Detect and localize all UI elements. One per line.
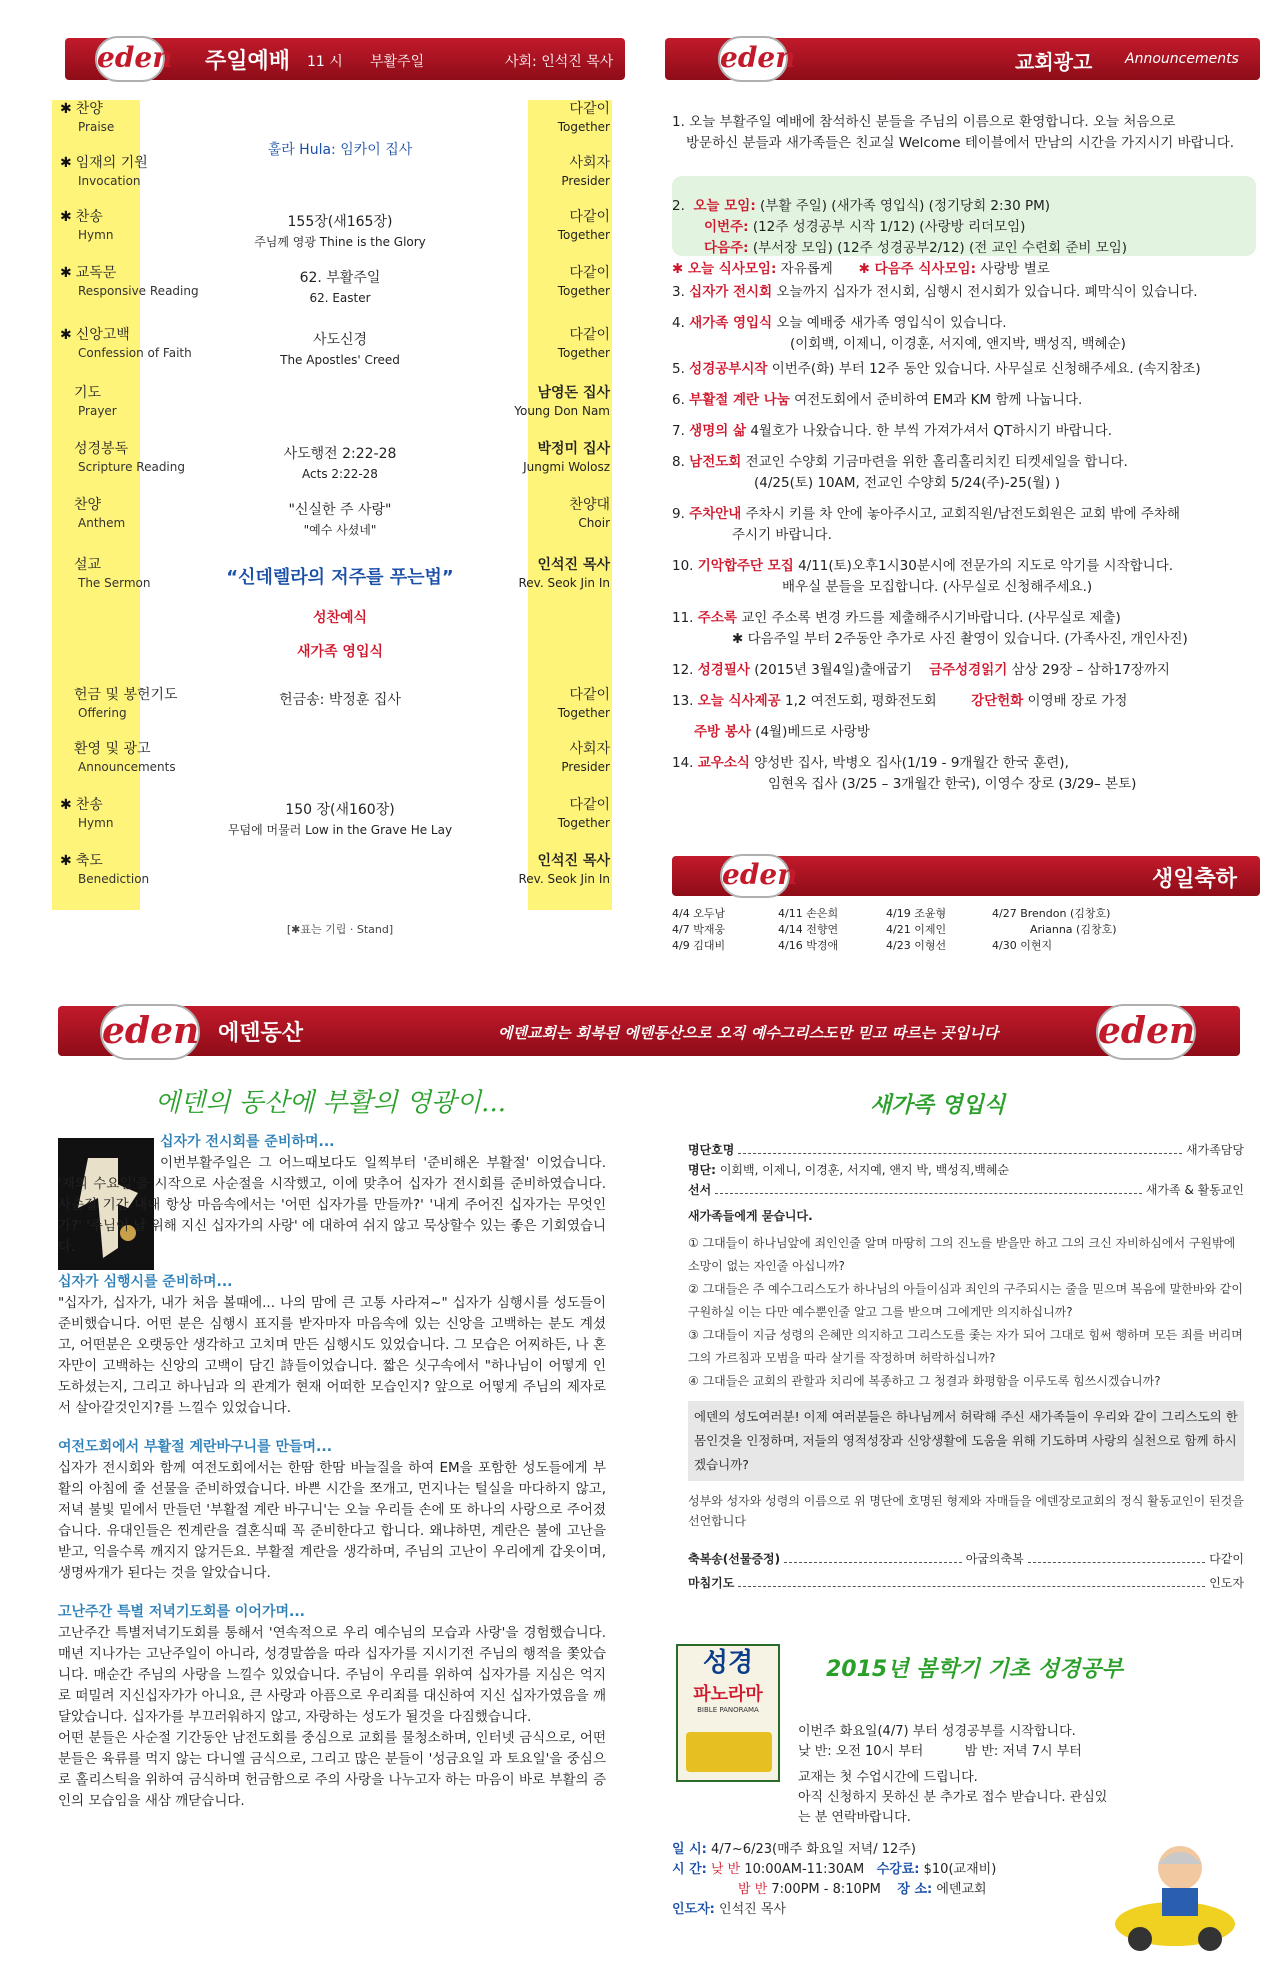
order-leader-en: Together — [557, 816, 610, 830]
announce-14-label: 교우소식 — [697, 755, 750, 771]
meal2-label: ✱ 다음주 식사모임: — [858, 261, 976, 277]
announce-rest: 3. 십자가 전시회 오늘까지 십자가 전시회, 심행시 전시회가 있습니다. 폐막식이 있습니다. 4. 새가족 영입식 오늘 예배중 새가족 영입식이 있습니다. (이회백, 이제니, 이경훈, 서지예, 앤지박, 백성직, 백혜순) 5. 성경공부시작 이번주(화) 부터 12주 동안 있습니다. 사무실로 신청해주세요. (속지참조) 6. 부활절 계란 나눔 여전도회에서 준비하여 EM과 KM 함께 나눕니다. 7. 생명의 삶 4월호가 나왔습니다. 한 부씩 가져가셔서 QT하시기 바랍니다. 8. 남전도회 전교인 수양회 기금마련을 위한 홀리홀리치킨 티켓세일을 합니다. (4/25(토) 10AM, 전교인 수양회 5/24(주)-25(월) ) 9. 주차안내 주차시 키를 차 안에 놓아주시고, 교회직원/남전도회원은 교회 밖에 주차해 주시기 바랍니다. 10. 기악합주단 모집 4/11(토)오후1시30분시에 전문가의 지도로 악기를 시작합니다. 배우실 분들을 모집합니다. (사무실로 신청해주세요.) 11. 주소록 교인 주소록 변경 카드를 제출해주시기바랍니다. (사무실로 제출) ✱ 다음주일 부터 2주동안 추가로 사진 촬영이 있습니다. (가족사진, 개인사진) 12. 성경필사 (2015년 3월4일)출애굽기 금주성경읽기 삼상 29장 – 삼하17장까지 13. 오늘 식사제공 1,2 여전도회, 평화전도회 강단헌화 이영배 장로 가정 주방 봉사 (4월)베드로 사랑방 14. 교우소식 양성반 집사, 박병오 집사(1/19 - 9개월간 한국 훈련), 임현옥 집사 (3/25 – 3개월간 한국), 이영수 장로 (3/29– 본토) — [672, 282, 1264, 795]
announce-8b: (4/25(토) 10AM, 전교인 수양회 5/24(주)-25(월) ) — [754, 475, 1060, 491]
worship-occasion: 부활주일 — [370, 54, 425, 70]
announce-9b: 주시기 바랍니다. — [732, 527, 832, 543]
birthday-entry: 4/14 전향연 — [778, 923, 839, 936]
announce-12-label: 성경필사 — [697, 662, 750, 678]
order-leader-ko: 다같이 — [569, 209, 610, 225]
bible-p3: 교재는 첫 수업시간에 드립니다. — [798, 1770, 978, 1785]
order-item-en: Prayer — [78, 404, 117, 418]
order-item-right — [490, 264, 610, 300]
this-week: (12주 성경공부 시작 1/12) (사랑방 리더모임) — [752, 219, 1026, 235]
announce-3: 오늘까지 십자가 전시회, 심행시 전시회가 있습니다. 폐막식이 있습니다. — [776, 284, 1198, 300]
order-item-en: The Sermon — [78, 576, 151, 590]
birthday-col1 — [672, 906, 772, 954]
newfam-q4: ④ 그대들은 교회의 관할과 치리에 복종하고 그 청결과 화평함을 이루도록 힘쓰시겠습니까? — [688, 1374, 1161, 1388]
order-leader-en: Together — [557, 120, 610, 134]
bible-day-label: 낮 반 — [710, 1862, 741, 1877]
birthday-entry: 4/11 손은희 — [778, 907, 839, 920]
article-s1-heading: 십자가 전시회를 준비하며... — [160, 1134, 335, 1150]
order-item-right — [490, 686, 610, 722]
today-meeting-label: 오늘 모임: — [693, 198, 756, 214]
announce-13-label: 오늘 식사제공 — [697, 693, 781, 709]
announce-4b: (이회백, 이제니, 이경훈, 서지예, 앤지박, 백성직, 백혜순) — [790, 336, 1126, 352]
announce-13c-label: 강단헌화 — [971, 693, 1024, 709]
order-item-right — [490, 496, 610, 532]
order-center-sub: Acts 2:22-28 — [302, 467, 378, 481]
order-leader-ko: 다같이 — [569, 687, 610, 703]
order-leader-ko: 다같이 — [569, 797, 610, 813]
announce-11-label: 주소록 — [697, 610, 737, 626]
order-center-main: 사도행전 2:22-28 — [283, 446, 397, 462]
birthday-entry: 4/9 김대비 — [672, 939, 726, 952]
bible-place: 에덴교회 — [936, 1882, 987, 1897]
order-leader-en: Presider — [561, 174, 610, 188]
newfam-l2: 이회백, 이제니, 이경훈, 서지예, 앤지 박, 백성직,백혜순 — [719, 1163, 1010, 1177]
order-item-left — [60, 496, 125, 532]
order-item-en: Hymn — [78, 228, 114, 242]
order-item-left — [60, 384, 117, 420]
order-item-left — [60, 740, 176, 776]
order-leader-ko: 사회자 — [569, 741, 610, 757]
newfam-l1a: 명단호명 — [688, 1143, 735, 1157]
order-item-center — [180, 800, 500, 840]
announce-4: 오늘 예배중 새가족 영입식이 있습니다. — [776, 315, 1007, 331]
order-item-left — [60, 556, 151, 592]
bible-fee-label: 수강료: — [876, 1862, 920, 1877]
announce-10: 4/11(토)오후1시30분시에 전문가의 지도로 악기를 시작합니다. — [798, 558, 1174, 574]
newfam-declaration: 성부와 성자와 성령의 이름으로 위 명단에 호명된 형제와 자매들을 에덴장로교회의 정식 활동교인이 된것을 선언합니다 — [688, 1494, 1244, 1528]
birthday-entry: 4/21 이제인 — [886, 923, 947, 936]
announce-5-label: 성경공부시작 — [689, 361, 768, 377]
order-item-center — [180, 330, 500, 370]
newfam-l5b: 인도자 — [1209, 1576, 1244, 1590]
order-center-main: 헌금송: 박정훈 집사 — [279, 692, 401, 708]
book-title2: 파노라마 — [693, 1684, 763, 1705]
article-s1: 이번부활주일은 그 어느때보다도 일찍부터 '준비해온 부활절' 이었습니다. '재의 수요일'을 시작으로 사순절을 시작했고, 이에 맞추어 십자가 전시회를 준비하였습니다. 사순절 기간 내내 항상 마음속에서는 '어떤 십자가를 만들까?' '내게 주어진 십자가는 무엇인가?' '주님이 날 위해 지신 십자가의 사랑' 에 대하여 쉬지 않고 묵상할수 있는 좋은 기회였습니다. — [58, 1155, 606, 1255]
order-center-main: 155장(새165장) — [287, 214, 393, 230]
bible-night-label: 밤 반 — [738, 1882, 768, 1897]
order-item-left — [60, 100, 114, 136]
birthday-entry: 4/4 오두남 — [672, 907, 726, 920]
announce-1-line1: 1. 오늘 부활주일 예배에 참석하신 분들을 주님의 이름으로 환영합니다. 오늘 처음으로 — [672, 114, 1176, 130]
article-body — [58, 1132, 606, 1812]
stand-star: ✱ — [60, 327, 72, 343]
newfam-l4b: 다같이 — [1209, 1552, 1244, 1566]
announce-1-line2: 방문하신 분들과 새가족들은 친교실 Welcome 테이블에서 만남의 시간을 가지시기 바랍니다. — [686, 135, 1235, 151]
meal1-label: ✱ 오늘 식사모임: — [672, 261, 777, 277]
announce-13d: (4월)베드로 사랑방 — [755, 724, 870, 740]
book-title3: BIBLE PANORAMA — [697, 1706, 759, 1714]
announce-14: 양성반 집사, 박병오 집사(1/19 - 9개월간 한국 훈련), — [754, 755, 1069, 771]
order-item-left — [60, 264, 199, 300]
order-item-right — [490, 384, 610, 420]
announce-2 — [672, 196, 1262, 280]
order-item-ko: 성경봉독 — [74, 441, 129, 457]
book-title1: 성경 — [702, 1648, 754, 1678]
order-center-sub: 무덤에 머물러 Low in the Grave He Lay — [227, 823, 453, 837]
order-item-right — [490, 440, 610, 476]
bible-p1: 이번주 화요일(4/7) 부터 성경공부를 시작합니다. — [798, 1724, 1076, 1739]
order-item-ko: 찬송 — [75, 797, 103, 813]
order-item-center — [180, 444, 500, 484]
eden-logo: eden — [95, 36, 165, 82]
order-item-right — [490, 154, 610, 190]
newfam-l1b: 새가족담당 — [1186, 1143, 1244, 1157]
order-leader-ko: 다같이 — [569, 265, 610, 281]
bible-p2a: 낮 반: 오전 10시 부터 — [798, 1744, 924, 1759]
order-center-main: "신실한 주 사랑" — [288, 502, 392, 518]
order-leader-en: Choir — [578, 516, 610, 530]
order-leader-ko: 다같이 — [569, 101, 610, 117]
order-item-ko: 환영 및 광고 — [74, 741, 151, 757]
article-s3-heading: 여전도회에서 부활절 계란바구니를 만들며... — [58, 1439, 333, 1455]
newfam-l4a: 축복송(선물증정) — [688, 1552, 781, 1566]
announce-2-num: 2. — [672, 198, 694, 214]
order-item-ko: 찬양 — [75, 101, 103, 117]
announce-10-label: 기악합주단 모집 — [697, 558, 794, 574]
sermon-sub1: 성찬예식 — [312, 610, 368, 626]
order-item-right — [490, 740, 610, 776]
next-week-label: 다음주: — [704, 240, 749, 256]
article-s4-heading: 고난주간 특별 저녁기도회를 이어가며... — [58, 1604, 305, 1620]
eden-slogan: 에덴교회는 회복된 에덴동산으로 오직 예수그리스도만 믿고 따르는 곳입니다 — [498, 1024, 999, 1042]
bible-p2b: 밤 반: 저녁 7시 부터 — [964, 1744, 1082, 1759]
announce-9-label: 주차안내 — [689, 506, 742, 522]
order-leader-en: Jungmi Wolosz — [523, 460, 610, 474]
order-item-en: Hymn — [78, 816, 114, 830]
order-leader-en: Together — [557, 228, 610, 242]
announce-1 — [672, 112, 1262, 154]
today-meeting: (부활 주일) (새가족 영입식) (정기당회 2:30 PM) — [760, 198, 1051, 214]
announce-13c: 이영배 장로 가정 — [1027, 693, 1128, 709]
order-item-ko: 설교 — [74, 557, 102, 573]
article-s5: 어떤 분들은 사순절 기간동안 남전도회를 중심으로 교회를 물청소하며, 인터넷 금식으로, 어떤 분들은 육류를 먹지 않는 다니엘 금식으로, 그리고 많은 분들이 '성금요일 과 토요일'을 중심으로 홀리스틱을 위하여 금식하며 헌금함으로 주의 사랑을 나누고자 하는 마음이 바로 부활의 증인의 모습임을 새삼 깨닫습니다. — [58, 1730, 606, 1809]
birthday-entry: 4/23 이형선 — [886, 939, 947, 952]
order-item-en: Praise — [78, 120, 115, 134]
announce-8-label: 남전도회 — [689, 454, 742, 470]
announce-title-en: Announcements — [1125, 51, 1239, 67]
order-item-ko: 교독문 — [75, 265, 117, 281]
order-item-right — [490, 208, 610, 244]
order-item-right — [490, 796, 610, 832]
eden-logo: eden — [718, 36, 788, 82]
newfam-gray-box: 에덴의 성도여러분! 이제 여러분들은 하나님께서 허락해 주신 새가족들이 우리와 같이 그리스도의 한 몸인것을 인정하며, 저들의 영적성장과 신앙생활에 도움을 위해 기도하며 사랑의 실천으로 함께 하시겠습니까? — [688, 1401, 1244, 1481]
article-s2-heading: 십자가 심행시를 준비하며... — [58, 1274, 233, 1290]
order-item-en: Scripture Reading — [78, 460, 185, 474]
article-title: 에덴의 동산에 부활의 영광이... — [155, 1088, 506, 1118]
order-item-ko: 찬양 — [74, 497, 102, 513]
order-item-left — [60, 208, 113, 244]
hula-line — [180, 140, 500, 160]
order-leader-ko: 박정미 집사 — [537, 441, 610, 457]
worship-title: 주일예배 — [205, 49, 291, 74]
order-center-main: 사도신경 — [312, 332, 368, 348]
newfam-q-head: 새가족들에게 묻습니다. — [688, 1209, 813, 1223]
order-leader-ko: 찬양대 — [569, 497, 610, 513]
order-item-center — [180, 268, 500, 308]
order-item-left — [60, 686, 178, 722]
stand-star: ✱ — [60, 101, 72, 117]
birthday-entry: 4/16 박경애 — [778, 939, 839, 952]
newfam-l4m: 아굽의축복 — [965, 1552, 1024, 1566]
order-leader-en: Together — [557, 346, 610, 360]
announce-14b: 임현옥 집사 (3/25 – 3개월간 한국), 이영수 장로 (3/29– 본토) — [768, 776, 1137, 792]
bible-night-time: 7:00PM - 8:10PM — [771, 1882, 881, 1897]
announce-7-label: 생명의 삶 — [689, 423, 747, 439]
newfam-l5a: 마침기도 — [688, 1576, 735, 1590]
order-leader-ko: 인석진 목사 — [537, 557, 610, 573]
bible-p4: 아직 신청하지 못하신 분 추가로 접수 받습니다. 관심있는 분 연락바랍니다. — [798, 1790, 1108, 1825]
order-item-ko: 기도 — [74, 385, 102, 401]
order-item-left — [60, 440, 185, 476]
announce-5: 이번주(화) 부터 12주 동안 있습니다. 사무실로 신청해주세요. (속지참조) — [771, 361, 1201, 377]
newfam-q1: ① 그대들이 하나님앞에 죄인인줄 알며 마땅히 그의 진노를 받을만 하고 그의 크신 자비하심에서 구원밖에 소망이 없는 자인줄 아십니까? — [688, 1236, 1236, 1273]
eden-banner — [58, 1006, 1240, 1056]
order-leader-en: Rev. Seok Jin In — [518, 576, 610, 590]
order-item-en: Confession of Faith — [78, 346, 192, 360]
announce-12c-label: 금주성경읽기 — [929, 662, 1008, 678]
eden-logo: eden — [1096, 1004, 1196, 1060]
this-week-label: 이번주: — [704, 219, 749, 235]
order-item-left — [60, 852, 149, 888]
order-item-center — [180, 212, 500, 252]
sermon-sub2: 새가족 영입식 — [296, 644, 384, 660]
eden-title: 에덴동산 — [218, 1021, 304, 1046]
bible-place-label: 장 소: — [897, 1882, 933, 1897]
stand-star: ✱ — [60, 209, 72, 225]
order-leader-ko: 다같이 — [569, 327, 610, 343]
order-item-left — [60, 796, 113, 832]
order-item-center — [180, 500, 500, 540]
announce-title: 교회광고 — [1015, 50, 1093, 74]
birthday-entry: 4/19 조윤형 — [886, 907, 947, 920]
order-item-left — [60, 154, 148, 190]
order-center-main: 62. 부활주일 — [299, 270, 381, 286]
order-item-en: Benediction — [78, 872, 150, 886]
order-item-en: Anthem — [78, 516, 126, 530]
announce-12: (2015년 3월4일)출애굽기 — [754, 662, 912, 678]
order-item-right — [490, 100, 610, 136]
order-item-left — [60, 326, 192, 362]
order-center-main: 150 장(새160장) — [285, 802, 395, 818]
announce-13: 1,2 여전도회, 평화전도회 — [785, 693, 937, 709]
pastor-car-illustration — [1110, 1834, 1240, 1954]
stand-star: ✱ — [60, 155, 72, 171]
hula-value: 임카이 집사 — [340, 142, 413, 158]
announce-13d-label: 주방 봉사 — [694, 724, 751, 740]
order-center-sub: 주님께 영광 Thine is the Glory — [254, 235, 426, 249]
order-item-en: Invocation — [78, 174, 141, 188]
birthday-title: 생일축하 — [1152, 867, 1238, 892]
stand-star: ✱ — [60, 797, 72, 813]
bible-date: 4/7~6/23(매주 화요일 저녁/ 12주) — [710, 1842, 916, 1857]
order-item-right — [490, 326, 610, 362]
order-item-en: Offering — [78, 706, 127, 720]
bible-leader: 인석진 목사 — [719, 1902, 786, 1917]
stand-star: ✱ — [60, 265, 72, 281]
announce-11b: ✱ 다음주일 부터 2주동안 추가로 사진 촬영이 있습니다. (가족사진, 개인사진) — [732, 631, 1188, 647]
eden-logo: eden — [100, 1004, 200, 1060]
newfam-l3b: 새가족 & 활동교인 — [1145, 1183, 1244, 1197]
order-leader-en: Together — [557, 706, 610, 720]
article-s2: "십자가, 십자가, 내가 처음 볼때에... 나의 맘에 큰 고통 사라져~" 십자가 심행시를 성도들이 준비했습니다. 어떤 분은 심행시 표지를 받자마자 마음속에 있는 신앙을 고백하는 분도 계셨고, 어떤분은 오랫동안 생각하고 고치며 만든 심행시도 있었습니다. 그 모습은 어찌하든, 나 혼자만이 고백하는 신앙의 고백이 담긴 詩들이었습니다. 짧은 싯구속에서 "하나님이 어떻게 인도하셨는지, 그리고 하나님과 의 관계가 현재 어떠한 모습인지? 앞으로 어떻게 주님의 제자로서 살아갈것인지?를 느낄수 있었습니다. — [58, 1295, 606, 1416]
order-item-en: Responsive Reading — [78, 284, 199, 298]
order-leader-ko: 인석진 목사 — [537, 853, 610, 869]
birthday-entry: 4/30 이현지 — [992, 939, 1053, 952]
order-item-ko: 신앙고백 — [75, 327, 130, 343]
newfam-block — [688, 1140, 1244, 1593]
sermon-title: “신데렐라의 저주를 푸는법” — [226, 567, 454, 588]
stand-note: [✱표는 기립 · Stand] — [286, 923, 394, 936]
announce-11: 교인 주소록 변경 카드를 제출해주시기바랍니다. (사무실로 제출) — [741, 610, 1121, 626]
birthday-col2 — [778, 906, 878, 954]
order-item-ko: 헌금 및 봉헌기도 — [74, 687, 178, 703]
newfam-l3a: 선서 — [688, 1183, 712, 1197]
newfam-q3: ③ 그대들이 지금 성령의 은혜만 의지하고 그리스도를 좇는 자가 되어 그대로 힘써 행하며 모든 죄를 버리며 그의 가르침과 모범을 따라 살기를 작정하며 허락하십니까? — [688, 1328, 1243, 1365]
order-item-en: Announcements — [78, 760, 176, 774]
birthday-entry: 4/27 Brendon (김창호) — [992, 907, 1111, 920]
bible-day-time: 10:00AM-11:30AM — [744, 1862, 865, 1877]
order-leader-en: Rev. Seok Jin In — [518, 872, 610, 886]
order-leader-ko: 남영돈 집사 — [537, 385, 610, 401]
bible-date-label: 일 시: — [672, 1842, 707, 1857]
birthday-col4 — [992, 906, 1172, 954]
announce-12c: 삼상 29장 – 삼하17장까지 — [1011, 662, 1170, 678]
bible-title: 2015년 봄학기 기초 성경공부 — [826, 1657, 1123, 1682]
announce-3-label: 십자가 전시회 — [689, 284, 773, 300]
bible-time-label: 시 간: — [672, 1862, 707, 1877]
announce-4-label: 새가족 영입식 — [689, 315, 773, 331]
order-item-right — [490, 852, 610, 888]
eden-logo: eden — [720, 854, 790, 898]
stand-star: ✱ — [60, 853, 72, 869]
announce-8: 전교인 수양회 기금마련을 위한 홀리홀리치킨 티켓세일을 합니다. — [745, 454, 1128, 470]
order-item-ko: 축도 — [75, 853, 103, 869]
bible-fee: $10(교재비) — [923, 1862, 997, 1877]
order-center-sub: 62. Easter — [309, 291, 371, 305]
bible-leader-label: 인도자: — [672, 1902, 715, 1917]
meal2: 사랑방 별로 — [980, 261, 1050, 277]
order-item-center — [180, 690, 500, 710]
worship-time: 11 시 — [307, 54, 343, 70]
order-center-sub: The Apostles' Creed — [280, 353, 400, 367]
order-item-ko: 찬송 — [75, 209, 103, 225]
order-leader-ko: 사회자 — [569, 155, 610, 171]
announce-6: 여전도회에서 준비하여 EM과 KM 함께 나눕니다. — [794, 392, 1083, 408]
announce-6-label: 부활절 계란 나눔 — [689, 392, 790, 408]
birthday-entry: 4/7 박재웅 — [672, 923, 726, 936]
next-week: (부서장 모임) (12주 성경공부2/12) (전 교인 수련회 준비 모임) — [752, 240, 1128, 256]
order-leader-en: Together — [557, 284, 610, 298]
article-s4: 고난주간 특별저녁기도회를 통해서 '연속적으로 우리 예수님의 모습과 사랑'을 경험했습니다. 매년 지나가는 고난주일이 아니라, 성경말씀을 따라 십자가를 지시기전 주님의 행적을 쫓았습니다. 매순간 주님의 사랑을 느낄수 있었습니다. 주님이 우리를 위하여 십자가를 지심은 억지로 떠밀려 지신십자가가 아니요, 큰 사랑과 아픔으로 우리죄를 대신하여 지신 십자가였음을 깨달았습니다. 십자가를 부끄러워하지 않고, 자랑하는 성도가 될것을 다짐했습니다. — [58, 1625, 606, 1725]
article-s3: 십자가 전시회와 함께 여전도회에서는 한땀 한땀 바늘질을 하여 EM을 포함한 성도들에게 부활의 아침에 줄 선물을 준비하였습니다. 바쁜 시간을 쪼개고, 먼지나는 털실을 마다하지 않고, 저녁 불빛 밑에서 만들던 '부활절 계란 바구니'는 오늘 우리들 손에 또 하나의 사랑으로 주어졌습니다. 유대인들은 찐계란을 결혼식때 꼭 준비한다고 합니다. 왜냐하면, 계란은 불에 고난을 받고, 익을수록 깨지지 않거든요. 부활절 계란을 생각하며, 주님의 고난이 우리에게 갑옷이며, 생명싸개가 된다는 것을 알았습니다. — [58, 1460, 606, 1581]
newfam-q2: ② 그대들은 주 예수그리스도가 하나님의 아들이심과 죄인의 구주되시는 줄을 믿으며 복음에 말한바와 같이 구원하실 이는 다만 예수뿐인줄 알고 그를 받으며 그에게만 의지하십니까? — [688, 1282, 1243, 1319]
order-leader-en: Presider — [561, 760, 610, 774]
order-item-ko: 임재의 기원 — [75, 155, 148, 171]
meal1: 자유롭게 — [780, 261, 833, 277]
birthday-col3 — [886, 906, 986, 954]
worship-host: 사회: 인석진 목사 — [505, 54, 614, 70]
order-center-sub: "예수 사셨네" — [303, 523, 377, 537]
announce-10b: 배우실 분들을 모집합니다. (사무실로 신청해주세요.) — [782, 579, 1093, 595]
announce-7: 4월호가 나왔습니다. 한 부씩 가져가셔서 QT하시기 바랍니다. — [750, 423, 1113, 439]
order-leader-en: Young Don Nam — [514, 404, 610, 418]
announce-9: 주차시 키를 차 안에 놓아주시고, 교회직원/남전도회원은 교회 밖에 주차해 — [745, 506, 1181, 522]
hula-label: 훌라 Hula: — [267, 142, 336, 158]
birthday-entry: Arianna (김창호) — [1030, 923, 1117, 936]
newfam-l2a: 명단: — [688, 1163, 716, 1177]
newfam-title: 새가족 영입식 — [870, 1093, 1006, 1118]
